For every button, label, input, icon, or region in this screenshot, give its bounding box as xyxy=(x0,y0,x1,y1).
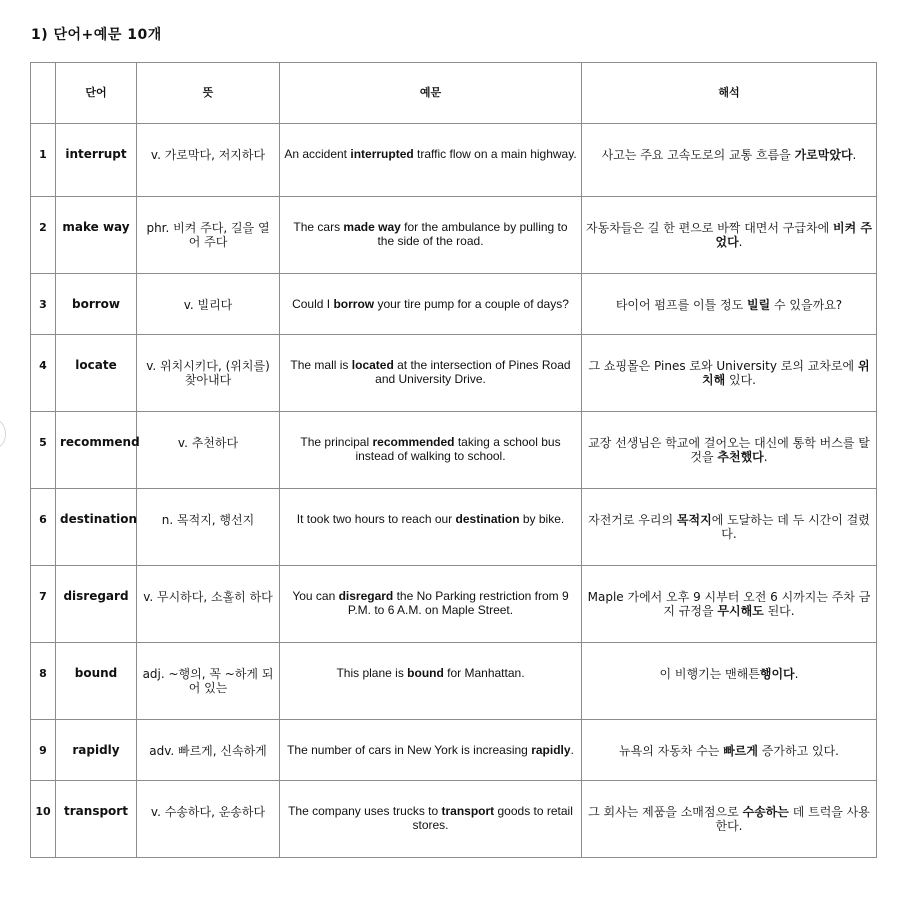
word-meaning: adj. ~행의, 꼭 ~하게 되어 있는 xyxy=(137,643,280,720)
translation-text: 뉴욕의 자동차 수는 xyxy=(619,744,724,758)
translation-keyword: 목적지 xyxy=(676,513,712,527)
example-text: This plane is xyxy=(336,666,408,680)
vocab-word: rapidly xyxy=(56,720,137,781)
example-text: for the ambulance by pulling to the side of the road. xyxy=(377,220,568,248)
page-title: 1) 단어+예문 10개 xyxy=(31,27,162,43)
translation xyxy=(582,489,877,566)
example-keyword: destination xyxy=(455,512,520,526)
translation xyxy=(582,274,877,335)
example-keyword: recommended xyxy=(372,435,455,449)
word-meaning: phr. 비켜 주다, 길을 열어 주다 xyxy=(137,197,280,274)
table-row xyxy=(31,720,877,781)
translation-text: . xyxy=(763,450,768,464)
row-number: 2 xyxy=(31,197,56,274)
translation-keyword: 빌릴 xyxy=(747,298,771,312)
translation-keyword: 행이다 xyxy=(759,667,795,681)
example-text: your tire pump for a couple of days? xyxy=(374,297,569,311)
translation-text: . xyxy=(738,235,743,249)
example-sentence xyxy=(280,124,582,197)
example-text: The cars xyxy=(293,220,344,234)
header-word: 단어 xyxy=(56,63,137,124)
example-text: by bike. xyxy=(519,512,565,526)
example-keyword: bound xyxy=(407,666,444,680)
example-sentence xyxy=(280,412,582,489)
translation-keyword: 수송하는 xyxy=(742,805,789,819)
example-text: the No Parking restriction from 9 P.M. to 6 A.M. on Maple Street. xyxy=(347,589,569,617)
header-num xyxy=(31,63,56,124)
row-number: 6 xyxy=(31,489,56,566)
translation-text: 그 쇼핑몰은 Pines 로와 University 로의 교차로에 xyxy=(588,359,858,373)
vocab-word: interrupt xyxy=(56,124,137,197)
translation-keyword: 무시해도 xyxy=(717,604,764,618)
translation-text: 데 트럭을 사용한다. xyxy=(715,805,870,833)
table-row xyxy=(31,781,877,858)
translation-text: . xyxy=(794,667,799,681)
header-translation: 해석 xyxy=(582,63,877,124)
header-example: 예문 xyxy=(280,63,582,124)
translation-keyword: 비켜 주었다 xyxy=(715,221,872,249)
row-number: 10 xyxy=(31,781,56,858)
translation xyxy=(582,124,877,197)
example-text: for Manhattan. xyxy=(443,666,525,680)
row-number: 4 xyxy=(31,335,56,412)
translation xyxy=(582,643,877,720)
header-meaning: 뜻 xyxy=(137,63,280,124)
translation-text: 에 도달하는 데 두 시간이 걸렸다. xyxy=(711,513,870,541)
row-number: 7 xyxy=(31,566,56,643)
translation-text: 이 비행기는 맨해튼 xyxy=(659,667,760,681)
example-text: traffic flow on a main highway. xyxy=(413,147,577,161)
translation xyxy=(582,335,877,412)
row-number: 5 xyxy=(31,412,56,489)
word-meaning: v. 수송하다, 운송하다 xyxy=(137,781,280,858)
vocab-word: transport xyxy=(56,781,137,858)
translation xyxy=(582,720,877,781)
example-text: The principal xyxy=(300,435,373,449)
table-row xyxy=(31,643,877,720)
word-meaning: v. 빌리다 xyxy=(137,274,280,335)
example-text: It took two hours to reach our xyxy=(296,512,456,526)
word-meaning: v. 무시하다, 소홀히 하다 xyxy=(137,566,280,643)
translation-text: 있다. xyxy=(725,373,756,387)
vocab-word: make way xyxy=(56,197,137,274)
table-header-row xyxy=(31,63,877,124)
example-keyword: disregard xyxy=(338,589,394,603)
word-meaning: v. 위치시키다, (위치를) 찾아내다 xyxy=(137,335,280,412)
example-text: The number of cars in New York is increasing xyxy=(287,743,532,757)
vocab-table xyxy=(30,62,877,858)
table-row xyxy=(31,412,877,489)
vocab-word: destination xyxy=(56,489,137,566)
table-row xyxy=(31,489,877,566)
example-sentence xyxy=(280,335,582,412)
example-text: The company uses trucks to xyxy=(288,804,442,818)
example-keyword: borrow xyxy=(333,297,375,311)
example-sentence xyxy=(280,643,582,720)
translation-text: 자동차들은 길 한 편으로 바짝 대면서 구급차에 xyxy=(586,221,833,235)
example-sentence xyxy=(280,720,582,781)
vocab-word: borrow xyxy=(56,274,137,335)
vocab-word: bound xyxy=(56,643,137,720)
example-sentence xyxy=(280,566,582,643)
example-keyword: rapidly xyxy=(531,743,571,757)
translation-text: 된다. xyxy=(763,604,795,618)
vocab-word: recommend xyxy=(56,412,137,489)
translation-keyword: 추천했다 xyxy=(717,450,764,464)
example-keyword: located xyxy=(351,358,394,372)
example-text: You can xyxy=(292,589,339,603)
word-meaning: v. 추천하다 xyxy=(137,412,280,489)
row-number: 3 xyxy=(31,274,56,335)
translation-text: 교장 선생님은 학교에 걸어오는 대신에 통학 버스를 탈 것을 xyxy=(588,436,870,464)
example-text: taking a school bus instead of walking to school. xyxy=(355,435,561,463)
row-number: 9 xyxy=(31,720,56,781)
example-sentence xyxy=(280,489,582,566)
table-row xyxy=(31,335,877,412)
translation-text: 사고는 주요 고속도로의 교통 흐름을 xyxy=(601,148,795,162)
translation xyxy=(582,412,877,489)
scroll-edge-indicator xyxy=(0,420,6,448)
vocab-word: locate xyxy=(56,335,137,412)
table-row xyxy=(31,566,877,643)
example-keyword: interrupted xyxy=(350,147,414,161)
word-meaning: v. 가로막다, 저지하다 xyxy=(137,124,280,197)
translation-keyword: 가로막았다 xyxy=(794,148,853,162)
example-text: . xyxy=(570,743,574,757)
word-meaning: adv. 빠르게, 신속하게 xyxy=(137,720,280,781)
translation xyxy=(582,781,877,858)
word-meaning: n. 목적지, 행선지 xyxy=(137,489,280,566)
translation-keyword: 위치해 xyxy=(701,359,870,387)
translation-text: 타이어 펌프를 이틀 정도 xyxy=(615,298,748,312)
example-text: goods to retail stores. xyxy=(412,804,573,832)
table-row xyxy=(31,124,877,197)
translation-text: 그 회사는 제품을 소매점으로 xyxy=(588,805,743,819)
example-sentence xyxy=(280,274,582,335)
example-text: at the intersection of Pines Road and University Drive. xyxy=(375,358,571,386)
translation xyxy=(582,197,877,274)
translation-text: 수 있을까요? xyxy=(770,298,843,312)
example-keyword: made way xyxy=(343,220,401,234)
translation-text: 증가하고 있다. xyxy=(757,744,839,758)
translation-text: Maple 가에서 오후 9 시부터 오전 6 시까지는 주차 금지 규정을 xyxy=(587,590,871,618)
example-text: An accident xyxy=(284,147,351,161)
example-keyword: transport xyxy=(441,804,495,818)
example-sentence xyxy=(280,197,582,274)
row-number: 1 xyxy=(31,124,56,197)
example-sentence xyxy=(280,781,582,858)
translation-text: . xyxy=(852,148,857,162)
translation-keyword: 빠르게 xyxy=(723,744,758,758)
table-row xyxy=(31,197,877,274)
translation-text: 자전거로 우리의 xyxy=(588,513,677,527)
translation xyxy=(582,566,877,643)
example-text: The mall is xyxy=(290,358,352,372)
example-text: Could I xyxy=(292,297,334,311)
table-row xyxy=(31,274,877,335)
row-number: 8 xyxy=(31,643,56,720)
vocab-word: disregard xyxy=(56,566,137,643)
